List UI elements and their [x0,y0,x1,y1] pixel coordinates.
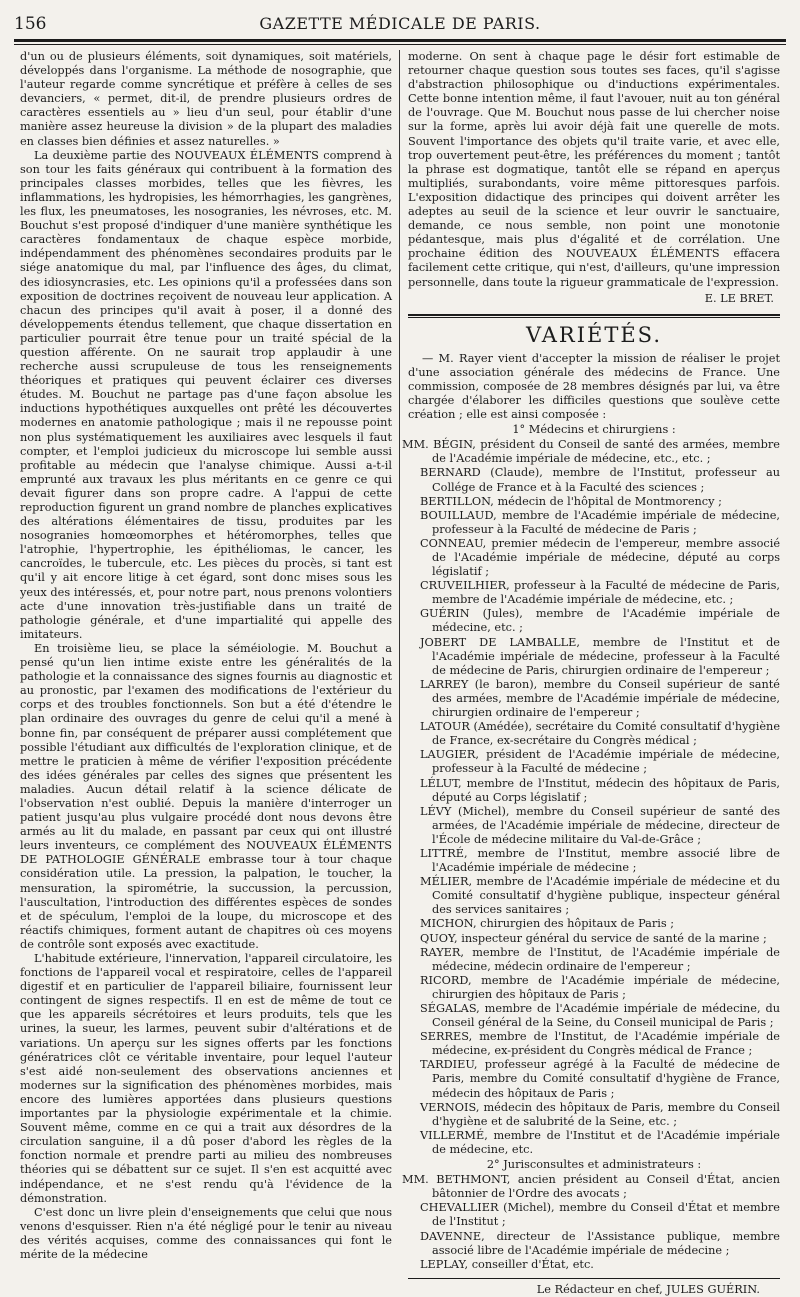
member-text: LÉVY (Michel), membre du Conseil supérieur de santé des armées, de l'Académie impériale de médecine, directeur de l'École de médecine militaire du Val-de-Grâce ; [420,804,780,846]
member-text: BERTILLON, médecin de l'hôpital de Montmorency ; [420,494,722,508]
member-text: BERNARD (Claude), membre de l'Institut, professeur au Collége de France et à la Faculté des sciences ; [420,466,780,494]
left-column [20,50,392,1261]
right-column [402,50,781,1296]
member-text: MÉLIER, membre de l'Académie impériale de médecine et du Comité consultatif d'hygiène publique, inspecteur général des services sanitaires ; [420,875,780,917]
member-text: DAVENNE, directeur de l'Assistance publique, membre associé libre de l'Académie impériale de médecine ; [420,1229,780,1257]
member-entry [408,777,780,805]
member-text: CHEVALLIER (Michel), membre du Conseil d'État et membre de l'Institut ; [420,1201,780,1229]
paragraph: La deuxième partie des NOUVEAUX ÉLÉMENTS comprend à son tour les faits généraux qui contribuent à la formation des principales classes morbides, telles que les fièvres, les inflammations, les hydropisies, les hémorrhagies, les gangrènes, les flux, les pneumatoses, les nosogranies, les névroses, etc. M. Bouchut s'est proposé d'indiquer d'une manière synthétique les caractères fondamentaux de chaque espèce morbide, indépendamment des phénomènes secondaires produits par le siége anatomique du mal, par l'influence des âges, du climat, des idiosyncrasies, etc. Les opinions qu'il a professées dans son exposition de doctrines reçoivent de nouveau leur application. A chacun des principes qu'il avait à poser, il a donné des développements étendus tellement, que chaque dissertation en particulier pourrait être tenue pour un traité spécial de la question afférente. On ne saurait trop applaudir à une recherche aussi scrupuleuse de tous les renseignements théoriques et pratiques qui peuvent éclairer ces diverses études. M. Bouchut ne partage pas d'une façon absolue les inductions hypothétiques auxquelles ont prêté les découvertes modernes en anatomie pathologique ; mais il ne repousse point non plus systématiquement les auxiliaires avec lesquels il faut compter, et l'emploi judicieux du microscope lui semble aussi profitable au médecin que l'analyse chimique. Aussi a-t-il emprunté aux travaux les plus méritants en ce genre ce qui devait figurer dans son propre cadre. A l'appui de cette reproduction figurent un grand nombre de planches explicatives des altérations élémentaires de tissu, produites par les nosogranies homœomorphes et hétéromorphes, telles que l'atrophie, l'hypertrophie, les épithéliomas, le cancer, les cancroïdes, le tubercule, etc. Les pièces du procès, si tant est qu'il y ait encore litige à cet égard, sont donc mises sous les yeux des intéressés, et, pour notre part, nous prenons volontiers acte d'une innovation très-justifiable dans un traité de pathologie générale, et d'une impartialité qui appelle des imitateurs. [20,148,392,641]
member-text: LAUGIER, président de l'Académie impériale de médecine, professeur à la Faculté de médecine ; [420,748,780,776]
member-entry [408,974,780,1002]
member-entry [408,1230,780,1258]
member-entry [408,509,780,537]
member-entry [408,1129,780,1157]
member-entry [408,847,780,875]
member-text: BETHMONT, ancien président au Conseil d'État, ancien bâtonnier de l'Ordre des avocats ; [432,1173,781,1201]
member-list-jurists [402,1173,781,1272]
member-text: SÉGALAS, membre de l'Académie impériale de médecine, du Conseil général de la Seine, du Conseil municipal de Paris ; [420,1002,780,1030]
member-entry [408,748,780,776]
member-text: RAYER, membre de l'Institut, de l'Académie impériale de médecine, médecin ordinaire de l'empereur ; [420,945,780,973]
member-entry [408,1201,780,1229]
member-entry [408,720,780,748]
member-text: VERNOIS, médecin des hôpitaux de Paris, membre du Conseil d'hygiène et de salubrité de la Seine, etc. ; [420,1100,780,1128]
member-entry [408,495,780,509]
member-entry [402,438,780,466]
member-text: QUOY, inspecteur général du service de santé de la marine ; [420,931,767,945]
author-signature: E. LE BRET. [704,291,774,305]
page-number: 156 [14,14,47,34]
member-text: VILLERMÉ, membre de l'Institut et de l'Académie impériale de médecine, etc. [420,1128,780,1156]
member-text: CRUVEILHIER, professeur à la Faculté de médecine de Paris, membre de l'Académie impériale de médecine, etc. ; [420,579,780,607]
group-title: 1° Médecins et chirurgiens : [512,423,676,437]
member-text: BÉGIN, président du Conseil de santé des armées, membre de l'Académie impériale de médecine, etc., etc. ; [432,438,780,466]
member-text: LARREY (le baron), membre du Conseil supérieur de santé des armées, membre de l'Académie impériale de médecine, chirurgien ordinaire de l'empereur ; [420,677,780,720]
member-entry [408,805,780,847]
member-text: RICORD, membre de l'Académie impériale de médecine, chirurgien des hôpitaux de Paris ; [420,973,780,1001]
section-rule [408,1278,780,1279]
member-text: GUÉRIN (Jules), membre de l'Académie impériale de médecine, etc. ; [420,607,780,635]
header-rule-thin [14,44,786,45]
group-title: 2° Jurisconsultes et administrateurs : [486,1158,702,1172]
member-prefix: MM. [402,438,429,452]
paragraph: C'est donc un livre plein d'enseignements que celui que nous venons d'esquisser. Rien n'a été négligé pour le tenir au niveau des vérités acquises, comme des connaissances qui font le mérite de la médecine [20,1205,392,1261]
member-text: LITTRÉ, membre de l'Institut, membre associé libre de l'Académie impériale de médecine ; [420,846,780,875]
member-entry [408,1101,780,1129]
member-text: BOUILLAUD, membre de l'Académie impériale de médecine, professeur à la Faculté de médecine de Paris ; [420,508,780,536]
member-prefix: MM. [402,1173,429,1187]
member-entry [408,1058,780,1100]
paragraph: En troisième lieu, se place la séméiologie. M. Bouchut a pensé qu'un lien intime existe entre les généralités de la pathologie et la connaissance des signes fournis au diagnostic et au pronostic, par l'examen des modifications de l'extérieur du corps et des troubles fonctionnels. Son but a été d'étendre le plan ordinaire des ouvrages du genre de celui qu'il a mené à bonne fin, par conséquent de préparer aussi complétement que possible l'étudiant aux difficultés de l'exploration clinique, et de mettre le praticien à même de vérifier l'exposition précédente des idées générales par celles des signes que présentent les maladies. Aucun détail relatif à la science délicate de l'observation n'est oublié. Depuis la manière d'interroger un patient jusqu'au plus vulgaire procédé dont nous devons être armés au lit du malade, en passant par ceux qui ont illustré leurs inventeurs, ce complément des NOUVEAUX ÉLÉMENTS DE PATHOLOGIE GÉNÉRALE embrasse tour à tour chaque considération utile. La pression, la palpation, le toucher, la mensuration, la spirométrie, la succussion, la percussion, l'auscultation, l'introduction des différentes espèces de sondes et de spéculum, l'emploi de la loupe, du microscope et des réactifs chimiques, forment autant de chapitres où ces moyens de contrôle sont exposés avec exactitude. [20,641,392,951]
member-text: LÉLUT, membre de l'Institut, médecin des hôpitaux de Paris, député au Corps législatif ; [420,776,780,804]
member-text: TARDIEU, professeur agrégé à la Faculté de médecine de Paris, membre du Comité consultatif d'hygiène de France, médecin des hôpitaux de Paris ; [420,1058,780,1100]
section-rule [408,317,780,318]
column-divider [399,50,400,1080]
member-entry [402,1173,781,1201]
member-list-physicians [402,438,780,1157]
member-entry [408,1002,780,1030]
member-entry [408,636,780,678]
page-header [14,12,786,38]
running-title: GAZETTE MÉDICALE DE PARIS. [259,14,541,33]
member-entry [408,1258,780,1272]
header-rule-thick [14,39,786,42]
member-entry [408,875,780,917]
member-text: CONNEAU, premier médecin de l'empereur, membre associé de l'Académie impériale de médecine, député au corps législatif ; [420,536,780,579]
member-text: LATOUR (Amédée), secrétaire du Comité consultatif d'hygiène de France, ex-secrétaire du Congrès médical ; [420,720,780,748]
member-entry [408,932,780,946]
paragraph: d'un ou de plusieurs éléments, soit dynamiques, soit matériels, développés dans l'organisme. La méthode de nosographie, que l'auteur regarde comme syncrétique et préfère à celles de ses devanciers, « permet, dit-il, de prendre plusieurs ordres de caractères essentiels au » lieu d'un seul, pour établir d'une manière assez heureuse la division » de la plupart des maladies en classes bien définies et assez naturelles. » [20,50,392,148]
paragraph: moderne. On sent à chaque page le désir fort estimable de retourner chaque question sous toutes ses faces, qu'il s'agisse d'abstraction philosophique ou d'inductions expérimentales. Cette bonne intention même, il faut l'avouer, nuit au ton général de l'ouvrage. Que M. Bouchut nous passe de lui chercher noise sur la forme, après lui avoir déjà fait une querelle de mots. Souvent l'importance des objets qu'il traite varie, et avec elle, trop ouvertement peut-être, les préférences du moment ; tantôt la phrase est dogmatique, tantôt elle se répand en aperçus multipliés, surabondants, voire même pittoresques parfois. L'exposition didactique des principes qui doivent arrêter les adeptes au seuil de la science et leur ouvrir le sanctuaire, demande, ce nous semble, non point une monotonie pédantesque, mais plus d'égalité et de corrélation. Une prochaine édition des NOUVEAUX ÉLÉMENTS effacera facilement cette critique, qui n'est, d'ailleurs, qu'une impression personnelle, dans toute la rigueur grammaticale de l'expression. [408,50,780,289]
member-entry [408,537,780,579]
member-entry [408,1030,780,1058]
paragraph: L'habitude extérieure, l'innervation, l'appareil circulatoire, les fonctions de l'appareil vocal et respiratoire, celles de l'appareil digestif et en particulier de l'appareil biliaire, fournissent leur contingent de signes respectifs. Il en est de même de tout ce que les appareils sécrétoires et leurs produits, tels que les urines, la sueur, les larmes, peuvent subir d'altérations et de variations. Un aperçu sur les signes offerts par les fonctions génératrices clôt ce véritable inventaire, pour lequel l'auteur s'est aidé non-seulement des observations anciennes et modernes sur la signification des phénomènes morbides, mais encore des lumières apportées dans plusieurs questions importantes par la physiologie expérimentale et la chimie. Souvent même, comme en ce qui a trait aux désordres de la circulation sanguine, il a dû poser d'abord les règles de la fonction normale et prendre parti au milieu des nombreuses théories qui se débattent sur ce sujet. Il s'en est acquitté avec indépendance, et ne s'est rendu qu'à l'évidence de la démonstration. [20,952,392,1205]
member-entry [408,466,780,494]
section-title: VARIÉTÉS. [526,322,662,347]
member-entry [408,607,780,635]
member-entry [408,678,780,720]
member-entry [408,579,780,607]
varietes-intro: — M. Rayer vient d'accepter la mission de réaliser le projet d'une association générale des médecins de France. Une commission, composée de 28 membres désignés par lui, va être chargée d'élaborer les difficiles questions que soulève cette création ; elle est ainsi composée : [408,351,780,422]
member-entry [408,917,780,931]
editor-signature: Le Rédacteur en chef, JULES GUÉRIN. [536,1282,760,1296]
member-text: SERRES, membre de l'Institut, de l'Académie impériale de médecine, ex-président du Congrès médical de France ; [420,1030,780,1058]
member-text: JOBERT DE LAMBALLE, membre de l'Institut et de l'Académie impériale de médecine, professeur à la Faculté de médecine de Paris, chirurgien ordinaire de l'empereur ; [420,635,780,677]
member-text: LEPLAY, conseiller d'État, etc. [420,1257,594,1271]
member-entry [408,946,780,974]
section-rule [408,314,780,316]
member-text: MICHON, chirurgien des hôpitaux de Paris ; [420,917,675,931]
